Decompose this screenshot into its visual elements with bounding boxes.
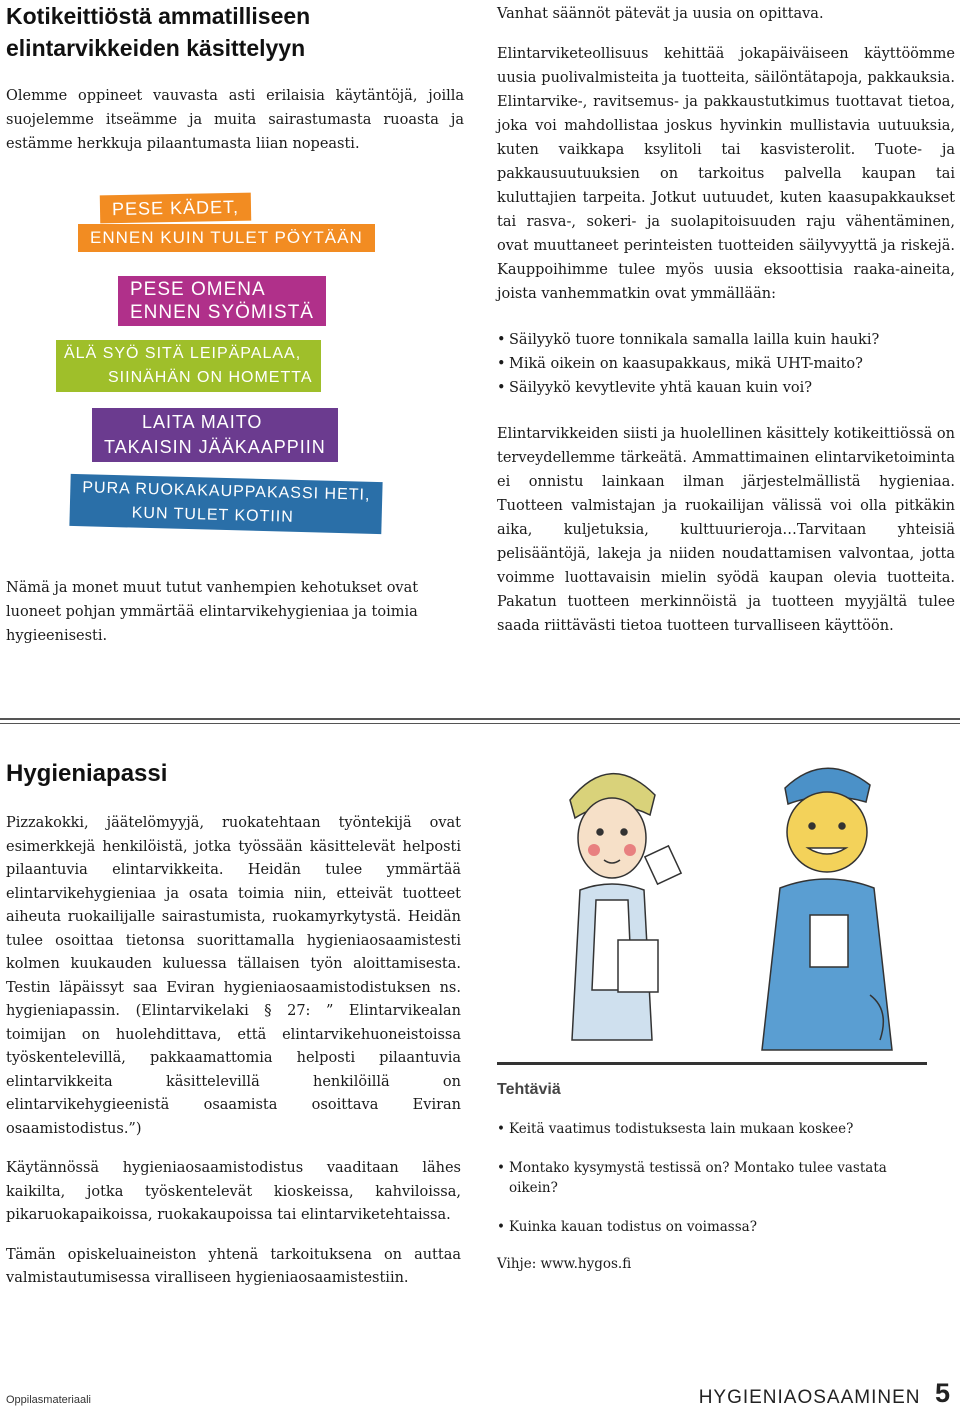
section-heading: Hygieniapassi [6, 760, 168, 787]
food-workers-illustration [540, 740, 960, 1060]
question-list [497, 328, 955, 400]
poster-line: ENNEN KUIN TULET PÖYTÄÄN [90, 228, 363, 247]
man-figure [762, 768, 892, 1050]
after-poster-paragraph: Nämä ja monet muut tutut vanhempien kehotukset ovat luoneet pohjan ymmärtää elintarvikehygieniaa ja toimia hygieenisesti. [6, 580, 419, 644]
task-box [497, 1062, 927, 1315]
task-list [497, 1119, 927, 1237]
list-item: • Säilyykö tuore tonnikala samalla lailla kuin hauki? [497, 328, 955, 352]
poster-line: PESE OMENA [130, 279, 266, 300]
list-item: • Montako kysymystä testissä on? Montako tulee vastata oikein? [497, 1158, 927, 1198]
list-item: • Keitä vaatimus todistuksesta lain mukaan koskee? [497, 1119, 927, 1139]
poster-line: ÄLÄ SYÖ SITÄ LEIPÄPALAA, [64, 345, 302, 362]
task-heading: Tehtäviä [497, 1081, 561, 1098]
poster-line: KUN TULET KOTIIN [131, 504, 295, 526]
list-item: • Mikä oikein on kaasupakkaus, mikä UHT-maito? [497, 352, 955, 376]
intro-paragraph: Olemme oppineet vauvasta asti erilaisia käytäntöjä, joilla suojelemme itseämme ja muita sairastumasta ruoasta ja estämme herkkuja pilaantumasta liian nopeasti. [6, 88, 464, 152]
poster-line: PESE KÄDET, [111, 196, 240, 220]
page-title: Kotikeittiöstä ammatilliseen elintarvikkeiden käsittelyyn [6, 3, 311, 61]
poster-line: SIINÄHÄN ON HOMETTA [108, 369, 313, 386]
poster-strip-1b [78, 224, 375, 252]
woman-figure [570, 774, 681, 1040]
right-column [497, 2, 955, 638]
poster-line: TAKAISIN JÄÄKAAPPIIN [104, 437, 326, 457]
section-body [6, 812, 461, 1307]
section-paragraph-2: Käytännössä hygieniaosaamistodistus vaaditaan lähes kaikilta, jotka työskentelevät kioskeissa, kahviloissa, pikaruokapaikoissa, ruokakaupoissa tai elintarviketehtaissa. [6, 1160, 461, 1223]
list-item: • Säilyykö kevytlevite yhtä kauan kuin voi? [497, 376, 955, 400]
right-paragraph-2: Elintarviketeollisuus kehittää jokapäiväiseen käyttöömme uusia puolivalmisteita ja tuotteita, säilöntätapoja, pakkauksia. Elintarvike-, ravitsemus- ja pakkaustutkimus tuottavat tietoa, joka voi mahdollistaa joskus hyvinkin mullistavia uutuuksia, kuten vaikkapa ksylitoli tai kasvisterolit. Tuote- ja pakkausuutuuksien on tarkoitus palvella kaupan tai kuluttajien tarpeita. Jotkut uutuudet, kuten kaasupakkaukset tai rasva-, sokeri- ja suolapitoisuuden raju vähentäminen, ovat muuttaneet perinteisten tuotteiden säilyvyyttä ja riskejä. Kauppoihimme tulee myös uusia eksoottisia raaka-aineita, joista vanhemmatkin ovat ymmällään: [497, 46, 955, 302]
footer-left: Oppilasmateriaali [6, 1394, 91, 1406]
poster-strip-2 [118, 276, 326, 326]
section-divider [0, 718, 960, 724]
footer-right [699, 1378, 950, 1409]
poster-strip-5 [69, 474, 382, 534]
poster-strip-4 [92, 408, 338, 462]
page-number: 5 [934, 1378, 950, 1408]
hint-text: Vihje: www.hygos.fi [497, 1256, 632, 1272]
poster-illustration [64, 184, 415, 554]
poster-line: PURA RUOKAKAUPPAKASSI HETI, [82, 479, 371, 504]
right-paragraph-1: Vanhat säännöt pätevät ja uusia on opittava. [497, 6, 824, 22]
poster-line: ENNEN SYÖMISTÄ [130, 302, 314, 323]
right-paragraph-3: Elintarvikkeiden siisti ja huolellinen käsittely kotikeittiössä on terveydellemme tärkeätä. Ammattimainen elintarviketoiminta ei onnistu lainkaan ilman järjestelmällistä hygieniaa. Tuotteen valmistajan ja ruokailijan välissä voi olla pitkäkin aika, kuljetuksia, kulttuurieroja…Tarvitaan yhteisiä pelisääntöjä, lakeja ja niiden noudattamisen valvontaa, jotta voimme luottavaisin mielin syödä kaupan olevia tuotteita. Pakatun tuotteen merkinnöistä ja tuotteen myyjältä tulee saada riittävästi tietoa tuotteen turvalliseen käyttöön. [497, 426, 955, 634]
poster-strip-3 [56, 340, 321, 392]
section-paragraph-3: Tämän opiskeluaineiston yhtenä tarkoituksena on auttaa valmistautumisessa viralliseen hygieniaosaamistestiin. [6, 1246, 461, 1286]
poster-strip-1 [100, 193, 252, 224]
section-paragraph-1: Pizzakokki, jäätelömyyjä, ruokatehtaan työntekijä ovat esimerkkejä henkilöistä, jotka työssään käsittelevät helposti pilaantuvia elintarvikkeita. Heidän tulee ymmärtää elintarvikehygieniaa ja osata toimia niin, etteivät tuotteet aiheuta ruokailijalle sairastumista, ruokamyrkytystä. Heidän tulee osoittaa tietonsa suorittamalla hygieniaosaamistesti kolmen kuukauden kuluessa tällaisen työn aloittamisesta. Testin läpäissyt saa Eviran hygieniaosaamistodistuksen ns. hygieniapassin. (Elintarvikelaki § 27: ” Elintarvikealan toimijan on huolehdittava, että elintarvikehuoneistoissa työskentelevillä, pakkaamattomia helposti pilaantuvia elintarvikkeita käsittelevillä henkilöillä on elintarvikehygieenistä osaamista osoittava Eviran osaamistodistus.”) [6, 815, 461, 1137]
list-item: • Kuinka kauan todistus on voimassa? [497, 1217, 927, 1237]
footer-label: HYGIENIAOSAAMINEN [698, 1387, 921, 1408]
poster-line: LAITA MAITO [142, 412, 263, 432]
